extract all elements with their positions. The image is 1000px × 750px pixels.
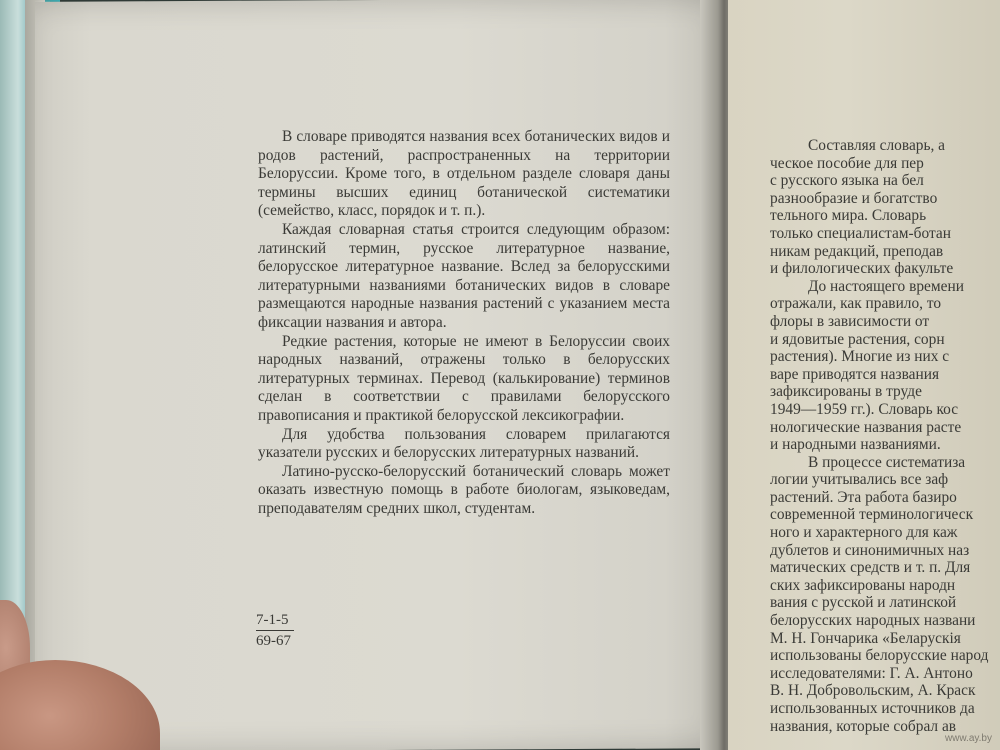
- right-page-line: 1949—1959 гг.). Словарь кос: [770, 400, 959, 418]
- right-page-line: растений. Эта работа базиро: [770, 488, 957, 506]
- right-page-line: дублетов и синонимичных наз: [770, 541, 970, 559]
- right-page-line: разнообразие и богатство: [770, 189, 938, 207]
- paragraph: Для удобства пользования словарем прилагаются указатели русских и белорусских литературных названий.: [258, 425, 670, 462]
- right-page-line: В процессе систематиза: [808, 453, 966, 471]
- right-page-line: растения). Многие из них с: [770, 348, 950, 366]
- pub-code-top: 7-1-5: [256, 612, 294, 631]
- right-page-line: флоры в зависимости от: [770, 312, 930, 330]
- paragraph: В словаре приводятся названия всех ботанических видов и родов растений, распространенных на территории Белоруссии. Кроме того, в отдельном разделе словаря даны термины высших единиц ботанической систематики (семейство, класс, порядок и т. п.).: [258, 128, 670, 220]
- right-page-line: использованных источников да: [770, 700, 975, 717]
- right-page-line: только специалистам-ботан: [770, 224, 951, 242]
- watermark: www.ay.by: [944, 733, 992, 744]
- right-page-line: тельного мира. Словарь: [770, 207, 927, 225]
- right-page-line: исследователями: Г. А. Антоно: [770, 664, 973, 682]
- publication-code: [256, 612, 294, 650]
- right-page-line: с русского языка на бел: [770, 172, 924, 190]
- right-page-line: названия, которые собрал ав: [770, 717, 957, 735]
- right-page-line: До настоящего времени: [808, 277, 964, 295]
- left-page-text: [258, 128, 670, 518]
- right-page-text: [770, 137, 1000, 735]
- right-page-line: Составляя словарь, а: [808, 137, 946, 154]
- right-page-line: В. Н. Добровольским, А. Краск: [770, 682, 976, 700]
- right-page-line: логии учитывались все заф: [770, 471, 949, 489]
- right-page-line: использованы белорусские народ: [770, 647, 989, 665]
- right-page-line: современной терминологическ: [770, 506, 974, 524]
- right-page-line: отражали, как правило, то: [770, 295, 942, 313]
- right-page-line: нологические названия расте: [770, 418, 962, 436]
- paragraph: Латино-русско-белорусский ботанический словарь может оказать известную помощь в работе биологам, языковедам, преподавателям средних школ, студентам.: [258, 462, 670, 517]
- right-page-line: ских зафиксированы народн: [770, 576, 956, 594]
- right-page-line: ческое пособие для пер: [770, 154, 924, 172]
- paragraph: Редкие растения, которые не имеют в Белоруссии своих народных названий, отражены только в белорусских литературных терминах. Перевод (калькирование) терминов сделан в соответствии с правилами белорусского правописания и практикой белорусской лексикографии.: [258, 332, 670, 424]
- pub-code-bottom: 69-67: [256, 633, 291, 649]
- right-page-line: вания с русской и латинской: [770, 594, 957, 612]
- right-page-line: варе приводятся названия: [770, 365, 940, 383]
- right-page-line: и ядовитые растения, сорн: [770, 330, 945, 348]
- right-page-line: и народными названиями.: [770, 436, 941, 454]
- right-page-line: ного и характерного для каж: [770, 524, 958, 542]
- right-page-line: М. Н. Гончарика «Беларускія: [770, 629, 961, 647]
- right-page-line: белорусских народных названи: [770, 612, 976, 630]
- right-page-line: и филологических факульте: [770, 260, 954, 278]
- paragraph: Каждая словарная статья строится следующим образом: латинский термин, русское литературное название, белорусское литературное название. Вслед за белорусскими литературными названиями ботанических видов в словаре размещаются народные названия растений с указанием места фиксации названия и автора.: [258, 220, 670, 331]
- right-page-line: зафиксированы в труде: [770, 383, 922, 401]
- right-page-line: никам редакций, преподав: [770, 242, 944, 260]
- right-page-line: матических средств и т. п. Для: [770, 559, 971, 577]
